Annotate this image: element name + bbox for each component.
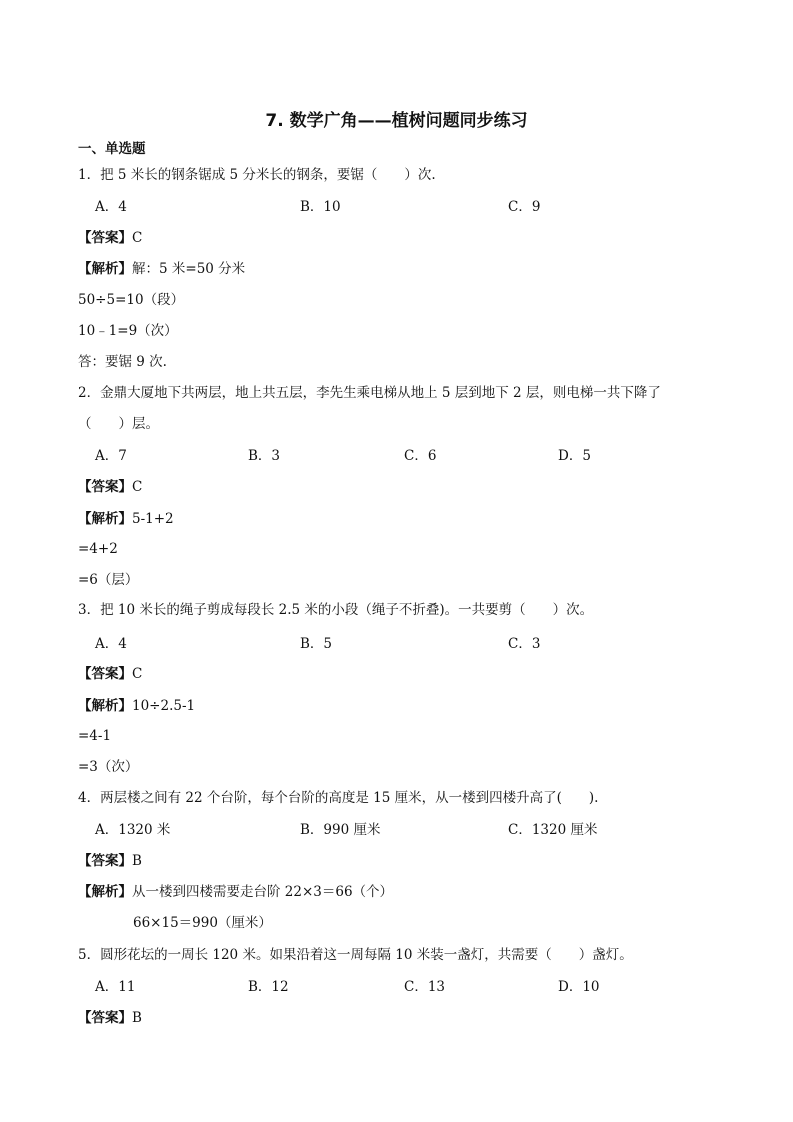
question-3-analysis [78, 697, 195, 715]
question-4-analysis [78, 883, 393, 901]
question-4-option-c: C．1320 厘米 [508, 822, 598, 838]
answer-value: B [132, 1010, 142, 1026]
answer-tag: 【答案】 [78, 853, 132, 869]
question-5-option-d: D．10 [558, 979, 600, 995]
question-5-option-a: A．11 [95, 979, 136, 995]
question-4-option-a: A．1320 米 [95, 822, 171, 838]
analysis-line: 答：要锯 9 次. [78, 354, 167, 370]
question-1-option-b: B．10 [300, 199, 341, 215]
question-1-option-a: A．4 [95, 199, 127, 215]
question-1-option-c: C．9 [508, 199, 541, 215]
analysis-line: 5-1+2 [132, 511, 174, 527]
question-4-stem: 4．两层楼之间有 22 个台阶，每个台阶的高度是 15 厘米，从一楼到四楼升高了( ). [78, 790, 599, 806]
analysis-line: 从一楼到四楼需要走台阶 22×3＝66（个） [132, 884, 394, 900]
question-3-answer [78, 665, 142, 683]
section-heading: 一、单选题 [78, 141, 146, 157]
answer-value: C [132, 479, 143, 495]
question-1-answer [78, 229, 142, 247]
question-1-analysis [78, 260, 245, 278]
question-2-option-c: C．6 [404, 448, 437, 464]
question-3-stem: 3．把 10 米长的绳子剪成每段长 2.5 米的小段（绳子不折叠)。一共要剪（ ）次。 [78, 602, 594, 618]
question-5-stem: 5．圆形花坛的一周长 120 米。如果沿着这一周每隔 10 米装一盏灯，共需要（ ）盏灯。 [78, 947, 633, 963]
question-4-answer [78, 852, 142, 870]
answer-tag: 【答案】 [78, 666, 132, 682]
analysis-line: 66×15＝990（厘米） [133, 915, 272, 931]
question-2-option-a: A．7 [95, 448, 127, 464]
analysis-line: =4-1 [78, 728, 112, 744]
answer-tag: 【答案】 [78, 1010, 132, 1026]
page-title: 7. 数学广角——植树问题同步练习 [265, 111, 528, 131]
question-2-stem: 2．金鼎大厦地下共两层，地上共五层，李先生乘电梯从地上 5 层到地下 2 层，则电梯一共下降了 [78, 385, 661, 401]
analysis-line: 10﹣1=9（次） [78, 323, 178, 339]
question-5-answer [78, 1009, 142, 1027]
question-5-option-b: B．12 [248, 979, 289, 995]
analysis-line: 解：5 米=50 分米 [132, 261, 246, 277]
question-5-option-c: C．13 [404, 979, 446, 995]
analysis-line: =3（次） [78, 759, 139, 775]
question-2-stem-continued: （ ）层。 [78, 416, 159, 432]
analysis-line: 50÷5=10（段） [78, 292, 185, 308]
question-4-option-b: B．990 厘米 [300, 822, 381, 838]
question-2-option-b: B．3 [248, 448, 281, 464]
answer-value: B [132, 853, 142, 869]
analysis-tag: 【解析】 [78, 261, 132, 277]
question-3-option-b: B．5 [300, 636, 333, 652]
question-2-option-d: D．5 [558, 448, 591, 464]
analysis-tag: 【解析】 [78, 698, 132, 714]
question-3-option-a: A．4 [95, 636, 127, 652]
answer-tag: 【答案】 [78, 230, 132, 246]
answer-value: C [132, 230, 143, 246]
analysis-line: =6（层） [78, 572, 139, 588]
question-2-analysis [78, 510, 174, 528]
question-3-option-c: C．3 [508, 636, 541, 652]
answer-tag: 【答案】 [78, 479, 132, 495]
answer-value: C [132, 666, 143, 682]
analysis-line: =4+2 [78, 541, 118, 557]
question-1-stem: 1．把 5 米长的钢条锯成 5 分米长的钢条，要锯（ ）次. [78, 167, 436, 183]
analysis-line: 10÷2.5-1 [132, 698, 196, 714]
question-2-answer [78, 478, 142, 496]
analysis-tag: 【解析】 [78, 511, 132, 527]
analysis-tag: 【解析】 [78, 884, 132, 900]
